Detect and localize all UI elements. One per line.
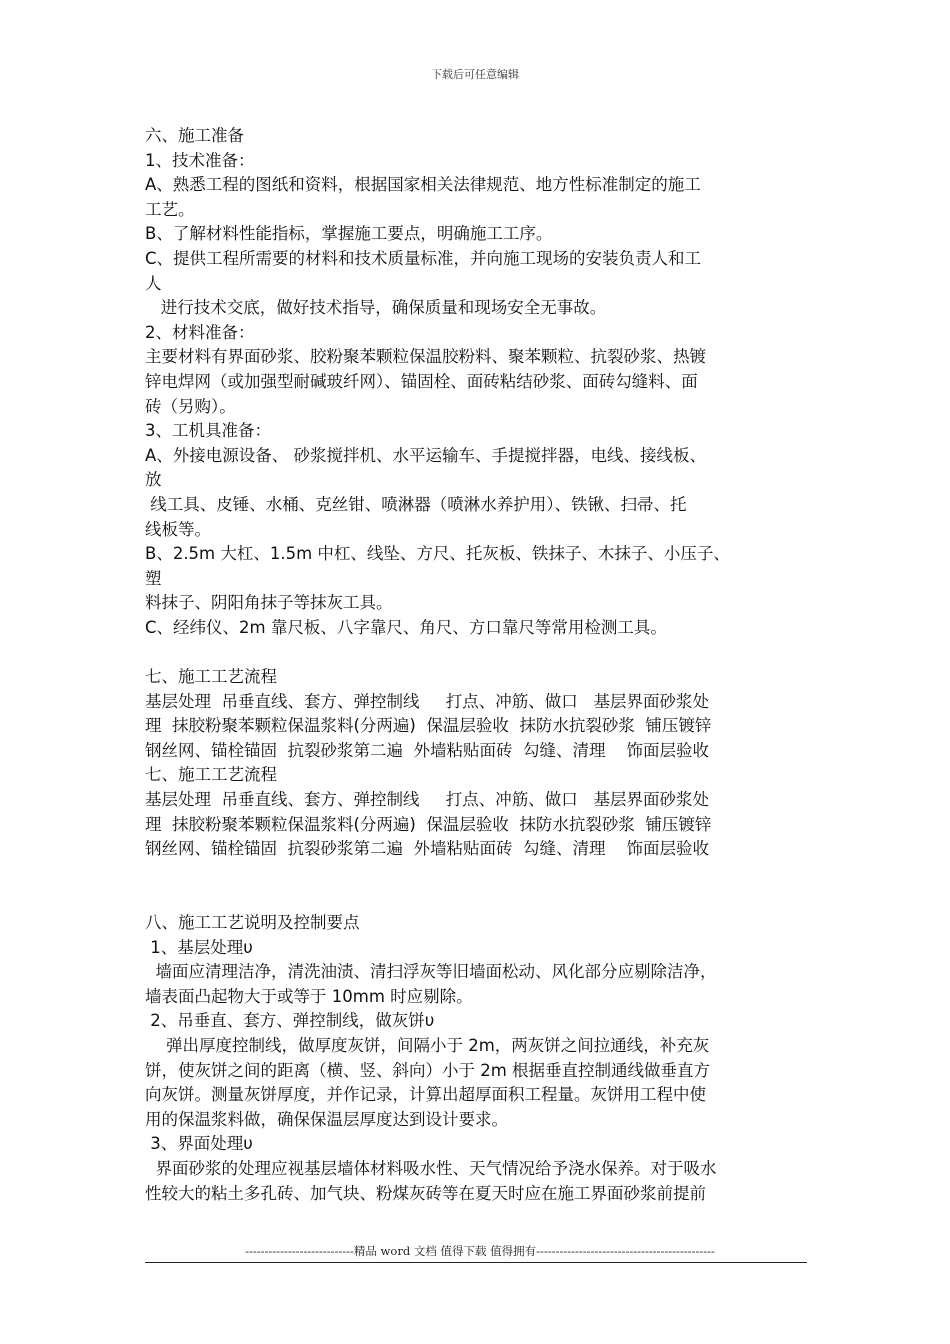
text-line: 弹出厚度控制线，做厚度灰饼，间隔小于 2m，两灰饼之间拉通线，补充灰 <box>145 1035 710 1055</box>
text-line: 理 抹胶粉聚苯颗粒保温浆料(分两遍) 保温层验收 抹防水抗裂砂浆 铺压镀锌 <box>145 814 712 834</box>
text-line: 基层处理 吊垂直线、套方、弹控制线 打点、冲筋、做口 基层界面砂浆处 <box>145 790 709 810</box>
text-line: 1、技术准备： <box>145 150 255 170</box>
text-line: 锌电焊网（或加强型耐碱玻纤网）、锚固栓、面砖粘结砂浆、面砖勾缝料、面 <box>145 371 698 391</box>
text-line: 人 <box>145 273 162 293</box>
text-line: 墙表面凸起物大于或等于 10mm 时应剔除。 <box>145 986 473 1006</box>
text-line: 用的保温浆料做，确保保温层厚度达到设计要求。 <box>145 1109 508 1129</box>
text-line: 线工具、皮锤、水桶、克丝钳、喷淋器（喷淋水养护用）、铁锹、扫帚、托 <box>145 494 687 514</box>
text-line: 进行技术交底，做好技术指导，确保质量和现场安全无事故。 <box>145 298 607 318</box>
blank-line <box>145 862 815 887</box>
text-line: 工艺。 <box>145 199 195 219</box>
text-line: B、2.5m 大杠、1.5m 中杠、线坠、方尺、托灰板、铁抹子、木抹子、小压子、 <box>145 544 730 564</box>
text-line: 墙面应清理洁净，清洗油渍、清扫浮灰等旧墙面松动、风化部分应剔除洁净， <box>145 962 717 982</box>
text-line: 性较大的粘土多孔砖、加气块、粉煤灰砖等在夏天时应在施工界面砂浆前提前 <box>145 1183 706 1203</box>
text-line: 七、施工工艺流程 <box>145 667 277 687</box>
text-line: 基层处理 吊垂直线、套方、弹控制线 打点、冲筋、做口 基层界面砂浆处 <box>145 691 709 711</box>
document-body <box>145 124 815 1206</box>
footer-divider <box>145 1262 807 1263</box>
text-line: 2、吊垂直、套方、弹控制线，做灰饼υ <box>145 1011 435 1031</box>
text-line: 饼，使灰饼之间的距离（横、竖、斜向）小于 2m 根据垂直控制通线做垂直方 <box>145 1060 711 1080</box>
text-line: 八、施工工艺说明及控制要点 <box>145 913 360 932</box>
text-line: B、了解材料性能指标，掌握施工要点，明确施工工序。 <box>145 224 553 244</box>
blank-line <box>145 640 815 665</box>
text-line: 钢丝网、锚栓锚固 抗裂砂浆第二遍 外墙粘贴面砖 勾缝、清理 饰面层验收 <box>145 839 709 859</box>
text-line: 界面砂浆的处理应视基层墙体材料吸水性、天气情况给予浇水保养。对于吸水 <box>145 1158 717 1178</box>
text-line: 主要材料有界面砂浆、胶粉聚苯颗粒保温胶粉料、聚苯颗粒、抗裂砂浆、热镀 <box>145 347 706 367</box>
text-line: 线板等。 <box>145 519 211 539</box>
text-line: 2、材料准备： <box>145 322 255 342</box>
page-footer-note: ----------------------------精品 word 文档 值得下载 值得拥有---------------------------------------------- <box>245 1244 715 1258</box>
text-line: C、经纬仪、2m 靠尺板、八字靠尺、角尺、方口靠尺等常用检测工具。 <box>145 617 667 637</box>
text-line: 七、施工工艺流程 <box>145 765 277 785</box>
text-line: 塑 <box>145 568 162 588</box>
text-line: 砖（另购）。 <box>145 396 236 416</box>
text-line: 3、工机具准备： <box>145 421 271 441</box>
text-line: C、提供工程所需要的材料和技术质量标准，并向施工现场的安装负责人和工 <box>145 248 702 268</box>
text-line: 理 抹胶粉聚苯颗粒保温浆料(分两遍) 保温层验收 抹防水抗裂砂浆 铺压镀锌 <box>145 716 712 736</box>
page-header-note: 下载后可任意编辑 <box>431 68 519 81</box>
blank-line <box>145 886 815 911</box>
text-line: A、熟悉工程的图纸和资料，根据国家相关法律规范、地方性标准制定的施工 <box>145 175 701 195</box>
text-line: A、外接电源设备、 砂浆搅拌机、水平运输车、手提搅拌器，电线、接线板、 <box>145 445 707 465</box>
text-line: 料抹子、阴阳角抹子等抹灰工具。 <box>145 593 393 613</box>
text-line: 向灰饼。测量灰饼厚度，并作记录，计算出超厚面积工程量。灰饼用工程中使 <box>145 1085 706 1105</box>
text-line: 放 <box>145 470 162 490</box>
text-line: 六、施工准备 <box>145 126 244 145</box>
text-line: 3、界面处理υ <box>145 1134 253 1154</box>
text-line: 1、基层处理υ <box>145 937 253 957</box>
text-line: 钢丝网、锚栓锚固 抗裂砂浆第二遍 外墙粘贴面砖 勾缝、清理 饰面层验收 <box>145 740 709 760</box>
